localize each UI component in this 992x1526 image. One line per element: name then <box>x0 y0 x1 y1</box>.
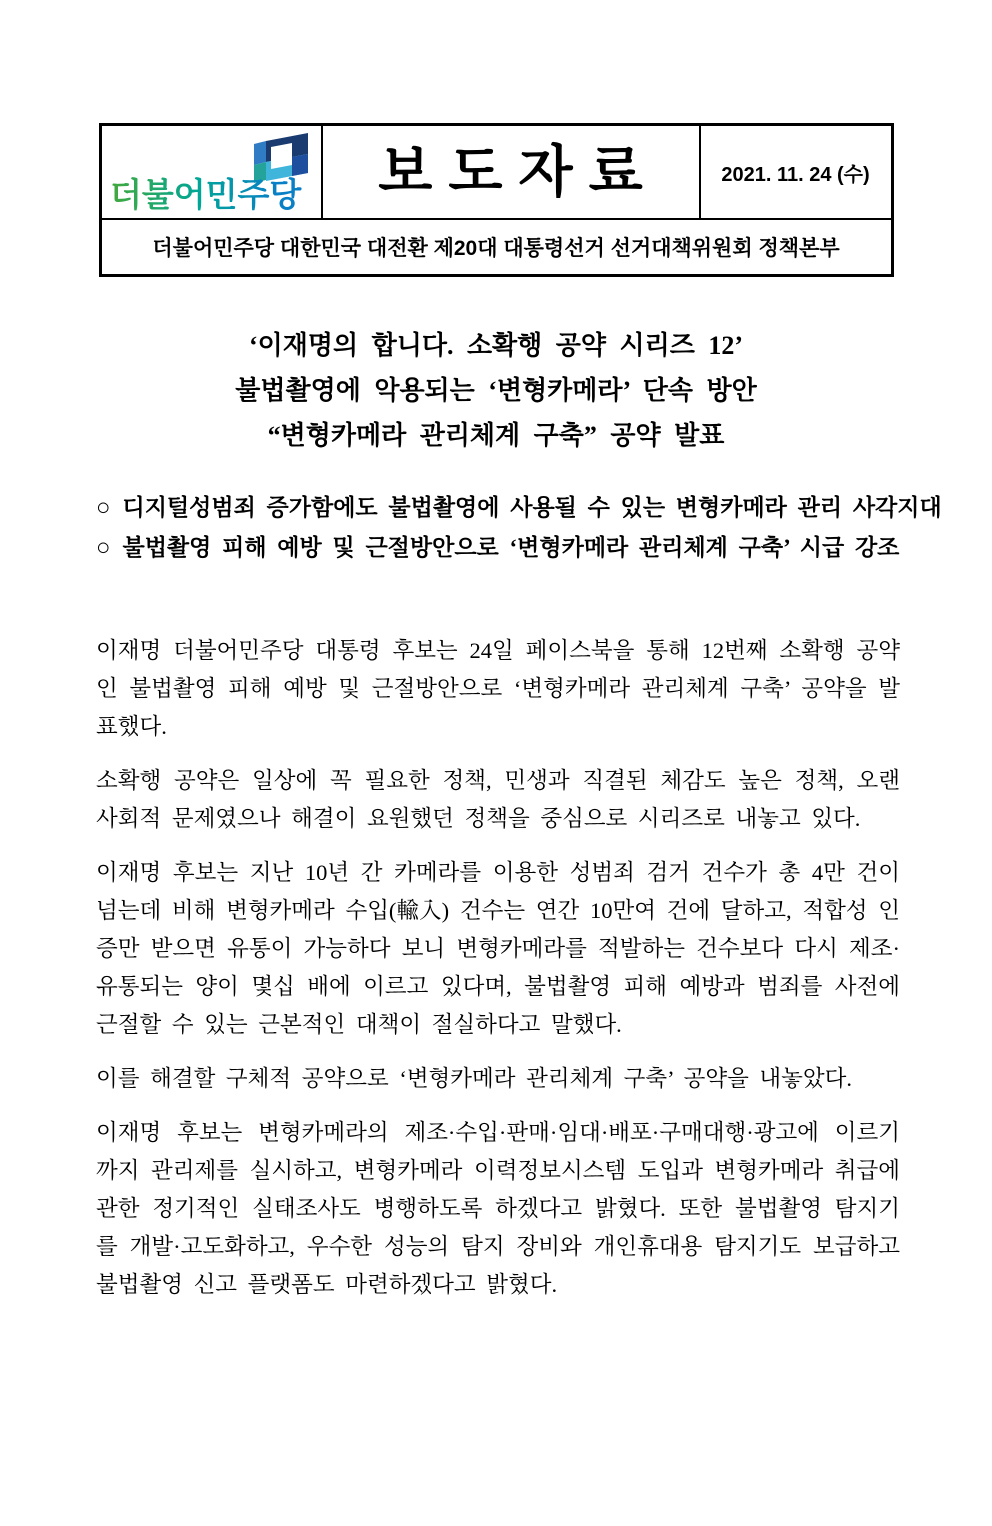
summary-bullet-text: 디지털성범죄 증가함에도 불법촬영에 사용될 수 있는 변형카메라 관리 사각지대 <box>122 495 942 520</box>
body-paragraph: 소확행 공약은 일상에 꼭 필요한 정책, 민생과 직결된 체감도 높은 정책, 오랜 사회적 문제였으나 해결이 요원했던 정책을 중심으로 시리즈로 내놓고 있다. <box>96 768 900 831</box>
body-paragraph: 이재명 더불어민주당 대통령 후보는 24일 페이스북을 통해 12번째 소확행 공약인 불법촬영 피해 예방 및 근절방안으로 ‘변형카메라 관리체계 구축’ 공약을 발표했다. <box>96 638 900 739</box>
article-body <box>96 632 900 1304</box>
issuing-organization: 더불어민주당 대한민국 대전환 제20대 대통령선거 선거대책위원회 정책본부 <box>152 237 840 260</box>
body-paragraph: 이재명 후보는 지난 10년 간 카메라를 이용한 성범죄 검거 건수가 총 4만 건이 넘는데 비해 변형카메라 수입(輸入) 건수는 연간 10만여 건에 달하고, 적합성 인증만 받으면 유통이 가능하다 보니 변형카메라를 적발하는 건수보다 다시 제조·유통되는 양이 몇십 배에 이르고 있다며, 불법촬영 피해 예방과 범죄를 사전에 근절할 수 있는 근본적인 대책이 절실하다고 말했다. <box>96 860 900 1037</box>
party-logo-cell <box>102 126 323 220</box>
headline-line-2: 불법촬영에 악용되는 ‘변형카메라’ 단속 방안 <box>235 376 757 405</box>
body-paragraph: 이재명 후보는 변형카메라의 제조·수입·판매·임대·배포·구매대행·광고에 이르기까지 관리제를 실시하고, 변형카메라 이력정보시스템 도입과 변형카메라 취급에 관한 정기적인 실태조사도 병행하도록 하겠다고 밝혔다. 또한 불법촬영 탐지기를 개발·고도화하고, 우수한 성능의 탐지 장비와 개인휴대용 탐지기도 보급하고 불법촬영 신고 플랫폼도 마련하겠다고 밝혔다. <box>96 1120 900 1297</box>
headline-line-1: ‘이재명의 합니다. 소확행 공약 시리즈 12’ <box>248 331 744 360</box>
circle-bullet-icon: ○ <box>96 495 111 521</box>
headline-block <box>0 323 992 458</box>
press-release-page <box>0 123 992 1526</box>
document-type-title: 보도자료 <box>323 126 701 220</box>
circle-bullet-icon: ○ <box>96 535 111 561</box>
release-date: 2021. 11. 24 (수) <box>701 126 891 220</box>
header-box <box>99 123 894 277</box>
party-logo-text: 더불어민주당 <box>109 176 301 213</box>
summary-bullet-item <box>96 488 942 528</box>
summary-bullet-list <box>96 488 942 568</box>
party-logo <box>108 128 318 218</box>
summary-bullet-item <box>96 528 902 568</box>
headline-line-3: “변형카메라 관리체계 구축” 공약 발표 <box>267 421 725 450</box>
body-paragraph: 이를 해결할 구체적 공약으로 ‘변형카메라 관리체계 구축’ 공약을 내놓았다. <box>96 1066 852 1091</box>
summary-bullet-text: 불법촬영 피해 예방 및 근절방안으로 ‘변형카메라 관리체계 구축’ 시급 강조 <box>122 535 900 560</box>
